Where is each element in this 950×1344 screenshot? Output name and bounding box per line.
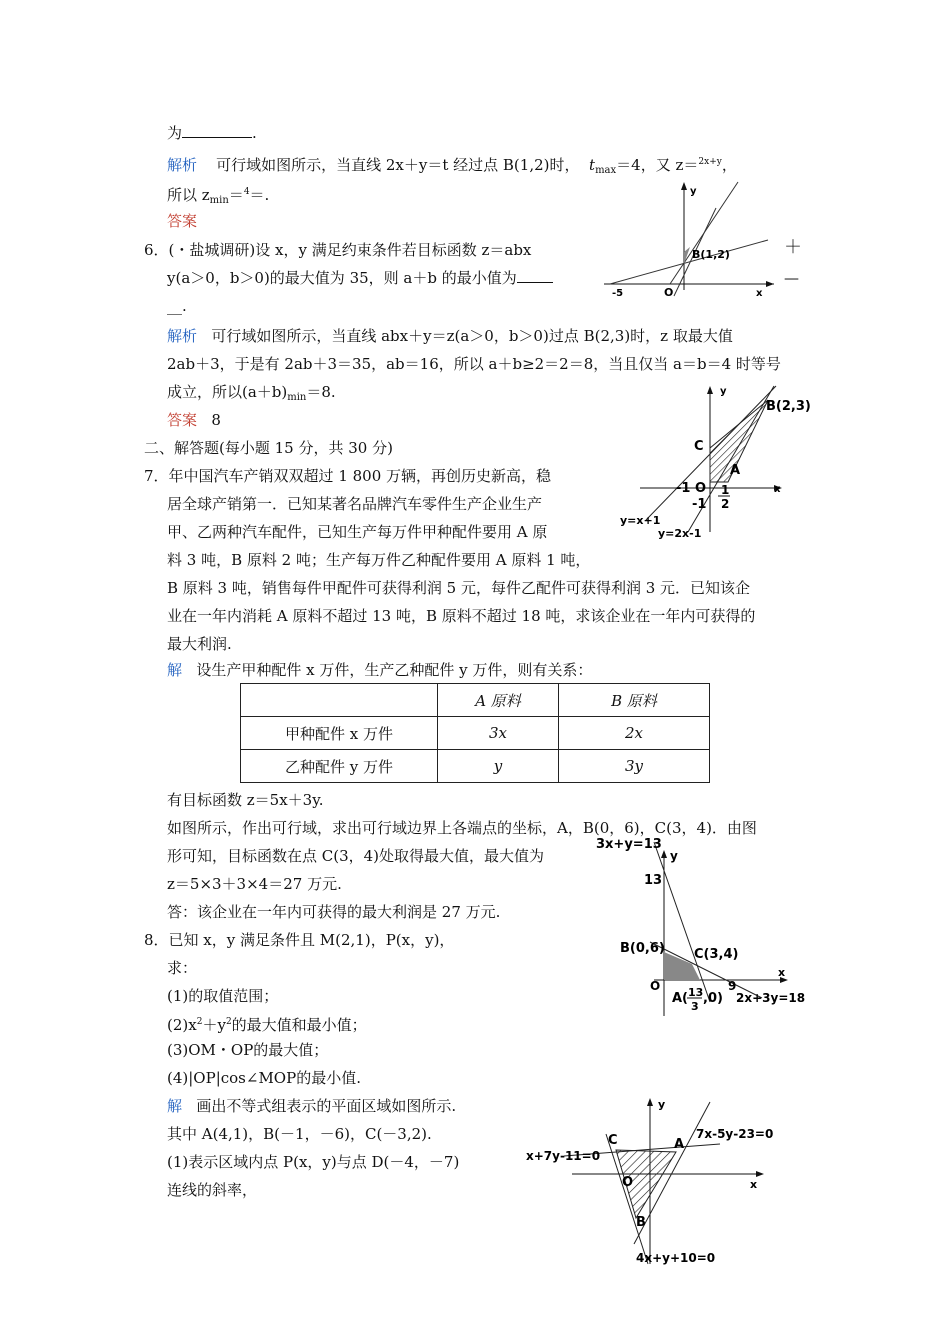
table-cell: 甲种配件 x 万件 xyxy=(241,717,438,750)
line-label-2: y=2x-1 xyxy=(658,527,702,540)
line-label-a: 7x-5y-23=0 xyxy=(696,1127,774,1141)
origin-label: O xyxy=(622,1175,634,1190)
y-arrow-icon xyxy=(661,850,667,858)
table-header-cell: B 原料 xyxy=(559,684,710,717)
x-label: x xyxy=(756,288,763,299)
q6-solution-text1: 可行域如图所示，当直线 abx＋y＝z(a＞0，b＞0)过点 B(2,3)时，z 取最大值 xyxy=(211,327,733,345)
q8-part4: (4)|OP|cos∠MOP的最小值. xyxy=(167,1069,361,1087)
t-symbol: t xyxy=(589,156,596,174)
q5-cont-end: . xyxy=(252,124,257,142)
q8-solution-line1 xyxy=(167,1096,456,1116)
answer-label: 答案 xyxy=(167,212,198,230)
q6-stem-line2 xyxy=(167,268,553,288)
point-a-label: A xyxy=(674,1137,685,1152)
q8-part1: (1)的取值范围； xyxy=(167,987,279,1005)
y-label: y xyxy=(720,386,727,397)
q5-zmin-prefix: 所以 z xyxy=(167,186,210,204)
q8-stem-line2: 求： xyxy=(167,959,198,977)
q7-stem-line7: 最大利润. xyxy=(167,635,232,653)
q8-part2 xyxy=(167,1012,367,1035)
point-b-label: B(2,3) xyxy=(766,399,811,414)
q5-solution-text: 可行域如图所示，当直线 2x＋y＝t 经过点 B(1,2)时， xyxy=(216,156,580,174)
origin-label: O xyxy=(664,286,674,299)
q8-solution-text2: 其中 A(4,1)，B(－1，－6)，C(－3,2). xyxy=(167,1125,432,1143)
q7-objective: 有目标函数 z＝5x＋3y. xyxy=(167,791,324,809)
z-exponent: 2x+y xyxy=(698,157,722,167)
answer-blank xyxy=(182,123,252,138)
half-denominator: 2 xyxy=(721,497,730,511)
point-b-label: B xyxy=(636,1215,646,1230)
line-label-1: y=x+1 xyxy=(620,514,661,527)
q5-solution-line2 xyxy=(167,182,269,211)
q8-solution-text1: 画出不等式组表示的平面区域如图所示. xyxy=(196,1097,457,1115)
q8-part2-post: 的最大值和最小值； xyxy=(231,1016,367,1034)
point-b-label: B(0,6) xyxy=(620,941,665,956)
q7-solution-line xyxy=(167,660,592,680)
exponent-4: 4 xyxy=(243,187,250,197)
q7-stem-line3: 甲、乙两种汽车配件，已知生产每万件甲种配件要用 A 原 xyxy=(167,523,548,541)
table-cell: 2x xyxy=(559,717,710,750)
point-a-suffix: ,0) xyxy=(703,991,723,1006)
q8-stem-line1: 8．已知 x，y 满足条件且 M(2,1)，P(x，y)， xyxy=(144,931,455,949)
y-arrow-icon xyxy=(681,182,687,190)
answer-value: 8 xyxy=(211,411,221,429)
q6-solution-text2: 2ab＋3，于是有 2ab＋3＝35，ab＝16，所以 a＋b≥2＝2＝8，当且仅当 a＝b＝4 时等号 xyxy=(167,355,781,373)
q5-zmin-end: ＝. xyxy=(249,186,270,204)
x-arrow-icon xyxy=(766,281,774,287)
q6-answer xyxy=(167,410,221,430)
x-arrow-icon xyxy=(756,1171,764,1177)
minus-5-label: -5 xyxy=(612,288,624,299)
solution-label: 解 xyxy=(167,1097,183,1115)
q7-stem-line4: 料 3 吨，B 原料 2 吨；生产每万件乙种配件要用 A 原料 1 吨， xyxy=(167,551,591,569)
q6-sol3-prefix: 成立，所以(a＋b) xyxy=(167,383,288,401)
table-row xyxy=(241,750,710,783)
q6-region-figure xyxy=(618,382,811,542)
table-cell: 3y xyxy=(559,750,710,783)
table-header-cell: A 原料 xyxy=(438,684,559,717)
minus-1-origin-label: -1 O xyxy=(676,481,707,496)
q6-blank-cont: __. xyxy=(167,297,187,315)
q8-part2-mid: ＋y xyxy=(202,1016,226,1034)
table-cell: 3x xyxy=(438,717,559,750)
q7-stem-line1: 7．年中国汽车产销双双超过 1 800 万辆，再创历史新高，稳 xyxy=(144,467,552,485)
q5-continuation xyxy=(167,123,257,143)
materials-table xyxy=(240,683,710,783)
q6-solution-line3 xyxy=(167,382,336,408)
max-subscript: max xyxy=(595,165,617,176)
solution-label: 解析 xyxy=(167,327,198,345)
half-numerator: 1 xyxy=(721,483,730,497)
y-arrow-icon xyxy=(647,1098,653,1106)
point-a-numerator: 13 xyxy=(688,986,704,999)
q7-after-line4: z＝5×3＋3×4＝27 万元. xyxy=(167,875,342,893)
point-b-label: B(1,2) xyxy=(692,248,730,261)
y-arrow-icon xyxy=(707,386,713,394)
table-header-cell xyxy=(241,684,438,717)
x-label: x xyxy=(778,966,786,979)
q6-figure xyxy=(598,178,780,299)
point-a-prefix: A( xyxy=(672,991,689,1006)
y-label: y xyxy=(658,1098,666,1111)
line-label-top: 3x+y=13 xyxy=(596,837,662,852)
q7-stem-line2: 居全球产销第一．已知某著名品牌汽车零件生产企业生产 xyxy=(167,495,543,513)
q6-solution-line1 xyxy=(167,326,733,346)
q7-after-line3: 形可知，目标函数在点 C(3，4)处取得最大值，最大值为 xyxy=(167,847,545,865)
point-a-label: A xyxy=(730,463,741,478)
table-cell: 乙种配件 y 万件 xyxy=(241,750,438,783)
tick-9-label: 9 xyxy=(728,979,737,993)
q7-conclusion: 答：该企业在一年内可获得的最大利润是 27 万元. xyxy=(167,903,501,921)
q5-zmin-eq: ＝ xyxy=(228,186,244,204)
q6-sol3-post: ＝8. xyxy=(306,383,336,401)
q6-dash: — xyxy=(784,269,799,287)
table-row xyxy=(241,717,710,750)
q5-cont-text: 为 xyxy=(167,124,183,142)
point-c-label: C xyxy=(694,439,704,454)
point-a-denominator: 3 xyxy=(691,1000,699,1013)
q7-solution-text: 设生产甲种配件 x 万件，生产乙种配件 y 万件，则有关系： xyxy=(196,661,593,679)
q7-after-line2: 如图所示，作出可行域，求出可行域边界上各端点的坐标，A，B(0，6)，C(3，4)．由图 xyxy=(167,819,757,837)
q8-part2-prefix: (2)x xyxy=(167,1016,197,1034)
q7-stem-line6: 业在一年内消耗 A 原料不超过 13 吨，B 原料不超过 18 吨，求该企业在一年内可获得的 xyxy=(167,607,756,625)
q8-part3: (3)OM・OP的最大值； xyxy=(167,1041,329,1059)
origin-label: O xyxy=(650,979,661,993)
y-label: y xyxy=(670,849,678,863)
line-label-bottom: 2x+3y=18 xyxy=(736,991,806,1005)
point-c-label: C(3,4) xyxy=(694,947,739,962)
square-exponent: 2 xyxy=(225,1017,232,1027)
minus-1-y-label: -1 xyxy=(692,497,707,512)
square-exponent: 2 xyxy=(196,1017,203,1027)
q8-solution-text4: 连线的斜率， xyxy=(167,1181,258,1199)
tick-13-label: 13 xyxy=(644,873,663,888)
constraint-line-3 xyxy=(670,182,738,284)
q5-tmax-text: ＝4，又 z＝ xyxy=(616,156,699,174)
line-y-eq-x-plus-1 xyxy=(646,386,776,520)
y-label: y xyxy=(690,186,697,197)
solution-label: 解析 xyxy=(167,156,198,174)
min-subscript: min xyxy=(287,392,307,403)
answer-label: 答案 xyxy=(167,411,198,429)
x-label: x xyxy=(750,1178,758,1191)
q6-stem-text2: y(a＞0，b＞0)的最大值为 35，则 a＋b 的最小值为 xyxy=(167,269,517,287)
section-heading: 二、解答题(每小题 15 分，共 30 分) xyxy=(144,439,393,457)
line-label-b: x+7y-11=0 xyxy=(526,1149,601,1163)
table-header-row xyxy=(241,684,710,717)
table-cell: y xyxy=(438,750,559,783)
q6-plus-sign: ＋ xyxy=(784,237,802,258)
line-label-c: 4x+y+10=0 xyxy=(636,1251,716,1265)
point-c-label: C xyxy=(608,1133,618,1148)
q5-solution-line1: 解析 可行域如图所示，当直线 2x＋y＝t 经过点 B(1,2)时， $t_{max}=4$，又 z＝$^{2x+y}$， xyxy=(167,156,737,176)
constraint-line-1 xyxy=(610,240,768,284)
q8-solution-text3: (1)表示区域内点 P(x，y)与点 D(－4，－7) xyxy=(167,1153,460,1171)
answer-blank xyxy=(517,268,553,283)
q7-figure xyxy=(592,830,812,1016)
q6-stem-line1: 6．(・盐城调研)设 x，y 满足约束条件若目标函数 z＝abx xyxy=(144,241,532,259)
q8-figure xyxy=(524,1094,788,1276)
solution-label: 解 xyxy=(167,661,183,679)
q7-stem-line5: B 原料 3 吨，销售每件甲配件可获得利润 5 元，每件乙配件可获得利润 3 元．已知该企 xyxy=(167,579,751,597)
min-subscript: min xyxy=(209,195,229,206)
x-label: x xyxy=(774,484,781,495)
